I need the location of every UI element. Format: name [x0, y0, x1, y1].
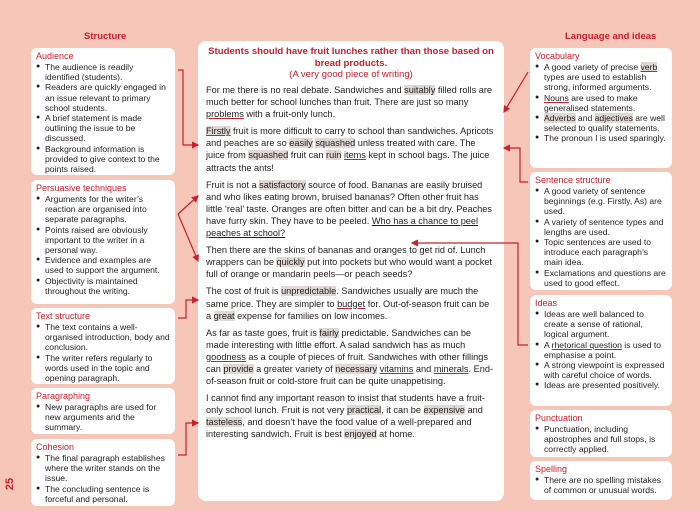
arrow-persuasive-2	[178, 214, 198, 261]
vocabulary-item: ● Adverbs and adjectives are well selected to qualify statements.	[535, 113, 667, 133]
arrow-cohesion	[178, 423, 198, 455]
arrow-persuasive-1	[178, 196, 198, 214]
page-number: 25	[4, 477, 17, 491]
sentence-structure-item: ● A good variety of sentence beginnings (e.g. Firstly, As) are used.	[535, 186, 667, 217]
arrow-vocabulary	[504, 72, 528, 112]
paragraphing-item: ● New paragraphs are used for new arguments and the summary.	[36, 402, 170, 433]
persuasive-title: Persuasive techniques	[36, 183, 127, 193]
sentence-structure-item: ● Topic sentences are used to introduce each paragraph’s main idea.	[535, 237, 667, 268]
persuasive-item: ● Points raised are obviously important to the writer in a personal way.	[36, 225, 170, 256]
persuasive-item: ● Evidence and examples are used to support the argument.	[36, 255, 170, 275]
structure-heading: Structure	[84, 31, 127, 42]
essay-subtitle: (A very good piece of writing)	[289, 69, 413, 80]
sentence-structure-item: ● A variety of sentence types and lengths are used.	[535, 217, 667, 237]
punctuation-item: ● Punctuation, including apostrophes and full stops, is correctly applied.	[535, 424, 667, 455]
text-structure-item: ● The text contains a well-organised introduction, body and conclusion.	[36, 322, 170, 353]
cohesion-item: ● The concluding sentence is forceful and personal.	[36, 484, 170, 504]
audience-title: Audience	[36, 51, 74, 61]
ideas-item: ● A rhetorical question is used to emphasise a point.	[535, 340, 667, 360]
language-heading: Language and ideas	[565, 31, 657, 42]
audience-item: ● A brief statement is made outlining the issue to be discussed.	[36, 113, 170, 144]
ideas-title: Ideas	[535, 298, 558, 308]
vocabulary-item: ● Nouns are used to make generalised statements.	[535, 93, 667, 113]
ideas-item: ● Ideas are presented positively.	[535, 380, 667, 390]
essay-paragraph-4: Then there are the skins of bananas and oranges to get rid of. Lunch wrappers can be quickly put into pockets but who would want a pocket full of orange or mandarin peels—or peach seeds?	[206, 245, 493, 280]
sentence-structure-item: ● Exclamations and questions are used to good effect.	[535, 268, 667, 288]
persuasive-item: ● Arguments for the writer’s reaction are organised into separate paragraphs.	[36, 194, 170, 225]
vocabulary-item: ● The pronoun I is used sparingly.	[535, 133, 667, 143]
essay-title-line: Students should have fruit lunches rather than those based on	[208, 46, 494, 57]
text-structure-title: Text structure	[36, 311, 91, 321]
vocabulary-title: Vocabulary	[535, 51, 580, 61]
punctuation-title: Punctuation	[535, 413, 583, 423]
arrow-ideas	[412, 243, 528, 345]
persuasive-item: ● Objectivity is maintained throughout the writing.	[36, 276, 170, 296]
ideas-item: ● A strong viewpoint is expressed with careful choice of words.	[535, 360, 667, 380]
arrow-sentence-structure	[504, 148, 528, 182]
cohesion-item: ● The final paragraph establishes where the writer stands on the issue.	[36, 453, 170, 484]
essay-paragraph-2: Firstly fruit is more difficult to carry to school than sandwiches. Apricots and peaches are so easily squashed unless treated with care. The juice from squashed fruit can ruin items kept in school bags. The juice attracts the ants!	[206, 126, 494, 173]
essay-paragraph-5: The cost of fruit is unpredictable. Sandwiches usually are much the same price. They are simpler to budget for. Out-of-season fruit can be a great expense for families on low incomes.	[206, 286, 490, 321]
text-structure-item: ● The writer refers regularly to words used in the topic and opening paragraph.	[36, 353, 170, 384]
essay-title-line: bread products.	[314, 57, 388, 69]
spelling-title: Spelling	[535, 464, 568, 474]
essay-paragraph-7: I cannot find any important reason to insist that students have a fruit-only school lunch. Fruit is not very practical, it can be expensive and tasteless, and doesn’t have the food value of a well-prepared and interesting sandwich. Fruit is best enjoyed at home.	[206, 393, 485, 440]
arrow-text-structure	[178, 300, 198, 318]
audience-item: ● Background information is provided to give context to the points raised.	[36, 144, 170, 175]
essay-paragraph-3: Fruit is not a satisfactory source of food. Bananas are easily bruised and who likes eating brown, bruised bananas? Often other fruit has little ‘real’ taste. Oranges are often bitter and can be a bit dry. Peaches have furry skin. They have to be peeled. Who has a chance to peel peaches at school?	[206, 179, 492, 239]
essay-paragraph-6: As far as taste goes, fruit is fairly predictable. Sandwiches can be made interesting with little effort. A salad sandwich has as much goodness as a couple of pieces of fruit. Sandwiches with other fillings can provide a greater variety of necessary vitamins and minerals. End-of-season fruit or cold-store fruit can be quite unappetising.	[206, 327, 494, 387]
audience-item: ● The audience is readily identified (students).	[36, 62, 170, 82]
vocabulary-item: ● A good variety of precise verb types are used to establish strong, informed arguments.	[535, 62, 667, 93]
cohesion-title: Cohesion	[36, 442, 75, 452]
audience-item: ● Readers are quickly engaged in an issue relevant to primary school students.	[36, 82, 170, 113]
arrow-audience	[178, 70, 198, 145]
paragraphing-title: Paragraphing	[36, 391, 91, 401]
sentence-structure-title: Sentence structure	[535, 175, 611, 185]
ideas-item: ● Ideas are well balanced to create a sense of rational, logical argument.	[535, 309, 667, 340]
spelling-item: ● There are no spelling mistakes of common or unusual words.	[535, 475, 667, 495]
essay-paragraph-1: For me there is no real debate. Sandwiches and suitably filled rolls are much better for school lunches than fruit. There are just so many problems with a fruit-only lunch.	[206, 85, 492, 120]
